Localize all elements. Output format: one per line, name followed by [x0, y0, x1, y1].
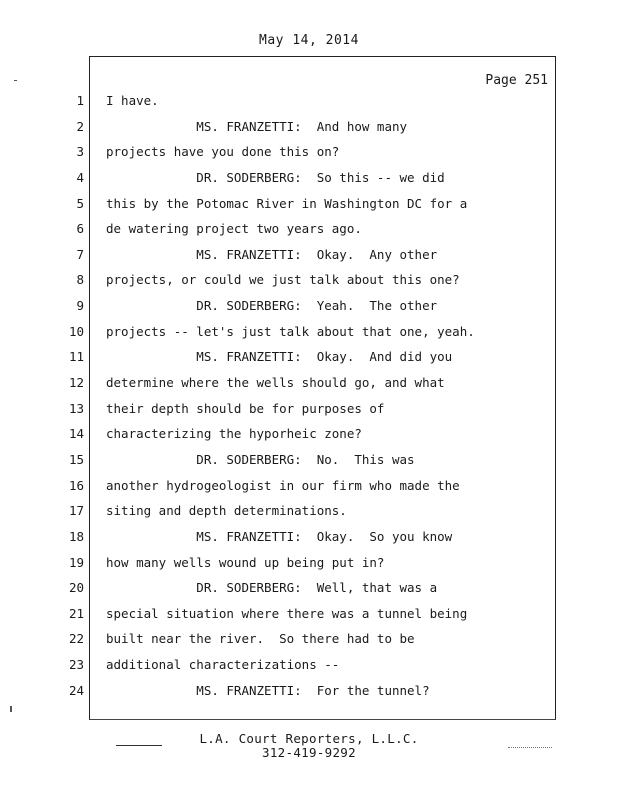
transcript-line: DR. SODERBERG: Well, that was a [106, 580, 438, 596]
line-number: 2 [76, 118, 84, 134]
line-number: 13 [68, 400, 84, 416]
transcript-line: projects have you done this on? [106, 144, 340, 160]
line-number: 16 [68, 477, 84, 493]
line-number: 10 [68, 323, 84, 339]
line-number: 3 [76, 144, 84, 160]
line-number: 21 [68, 605, 84, 621]
transcript-line: MS. FRANZETTI: Okay. Any other [106, 246, 438, 262]
transcript-line: another hydrogeologist in our firm who made the [106, 477, 460, 493]
transcript-line: MS. FRANZETTI: For the tunnel? [106, 682, 430, 698]
line-number: 15 [68, 451, 84, 467]
transcript-line: I have. [106, 93, 159, 108]
header-date: May 14, 2014 [259, 33, 359, 48]
line-number: 9 [76, 298, 84, 314]
transcript-line: determine where the wells should go, and what [106, 375, 445, 391]
page-number: Page 251 [485, 73, 548, 88]
transcript-line: DR. SODERBERG: No. This was [106, 451, 415, 467]
line-number-column [60, 88, 84, 703]
transcript-line: de watering project two years ago. [106, 221, 362, 237]
footer-phone: 312-419-9292 [262, 745, 356, 760]
transcript-line: built near the river. So there had to be [106, 631, 415, 647]
line-number: 8 [76, 272, 84, 288]
footer-company: L.A. Court Reporters, L.L.C. [199, 731, 419, 746]
transcript-line: DR. SODERBERG: So this -- we did [106, 169, 445, 185]
line-number: 12 [68, 375, 84, 391]
transcript-line: DR. SODERBERG: Yeah. The other [106, 298, 438, 314]
transcript-line: characterizing the hyporheic zone? [106, 426, 362, 442]
line-number: 5 [76, 195, 84, 211]
line-number: 7 [76, 246, 84, 262]
transcript-line: projects -- let's just talk about that one, yeah. [106, 323, 475, 339]
line-number: 22 [68, 631, 84, 647]
line-number: 14 [68, 426, 84, 442]
transcript-line: MS. FRANZETTI: Okay. And did you [106, 349, 453, 365]
line-number: 6 [76, 221, 84, 237]
scan-speck [10, 706, 12, 712]
line-number: 1 [76, 93, 84, 108]
transcript-body [106, 88, 546, 703]
transcript-line: MS. FRANZETTI: Okay. So you know [106, 528, 453, 544]
transcript-line: MS. FRANZETTI: And how many [106, 118, 408, 134]
transcript-line: their depth should be for purposes of [106, 400, 385, 416]
line-number: 17 [68, 503, 84, 519]
scan-speck [14, 80, 17, 81]
transcript-line: additional characterizations -- [106, 657, 340, 673]
line-number: 4 [76, 169, 84, 185]
transcript-line: how many wells wound up being put in? [106, 554, 385, 570]
transcript-line: special situation where there was a tunnel being [106, 605, 468, 621]
line-number: 19 [68, 554, 84, 570]
line-number: 11 [68, 349, 84, 365]
transcript-line: siting and depth determinations. [106, 503, 347, 519]
line-number: 20 [68, 580, 84, 596]
line-number: 24 [68, 682, 84, 698]
line-number: 18 [68, 528, 84, 544]
transcript-line: this by the Potomac River in Washington DC for a [106, 195, 468, 211]
line-number: 23 [68, 657, 84, 673]
transcript-line: projects, or could we just talk about this one? [106, 272, 460, 288]
